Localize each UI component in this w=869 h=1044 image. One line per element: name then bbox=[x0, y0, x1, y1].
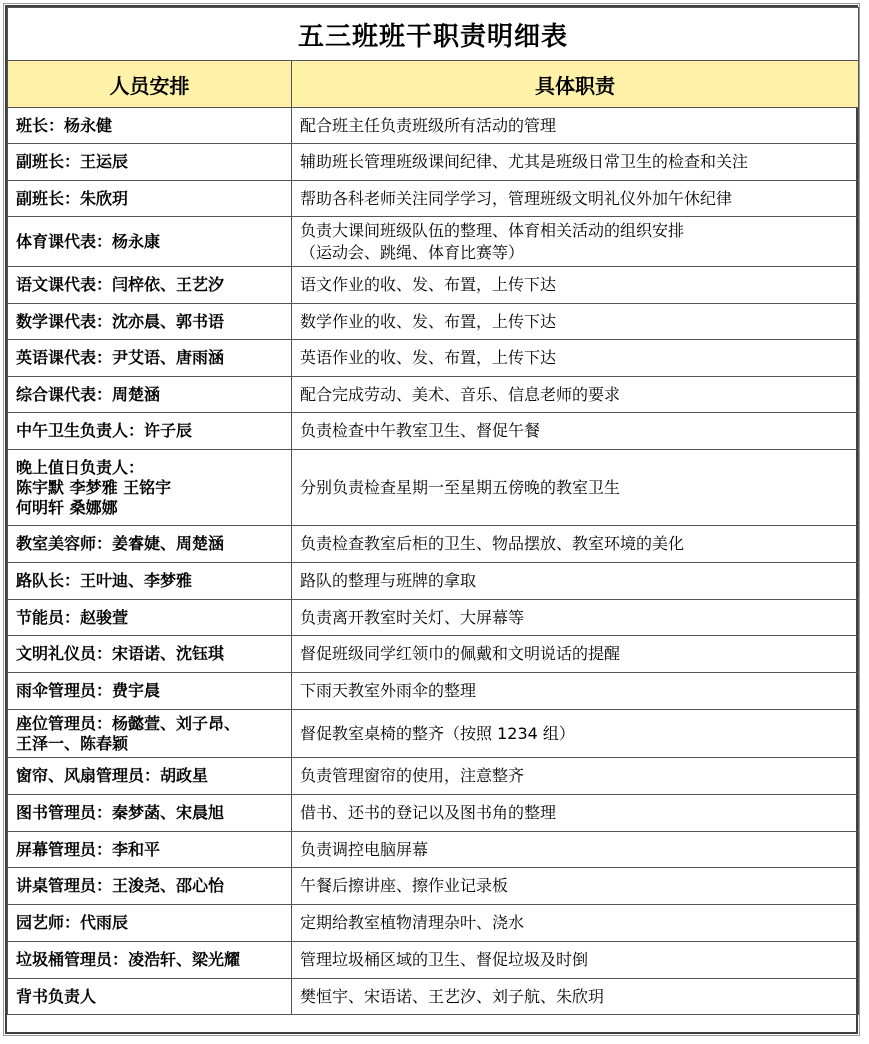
table-row bbox=[8, 144, 859, 181]
duty-text: 管理垃圾桶区域的卫生、督促垃圾及时倒 bbox=[300, 950, 589, 969]
person-cell bbox=[8, 413, 292, 450]
duty-cell bbox=[292, 181, 859, 217]
table-row bbox=[8, 600, 859, 636]
duty-cell bbox=[292, 832, 859, 868]
duty-text: 午餐后擦讲座、擦作业记录板 bbox=[300, 876, 509, 895]
person-cell bbox=[8, 979, 292, 1015]
table-row bbox=[8, 181, 859, 217]
header-row bbox=[8, 61, 859, 108]
person-cell bbox=[8, 217, 292, 267]
person-text: 何明轩 桑娜娜 bbox=[16, 497, 118, 517]
duty-cell bbox=[292, 795, 859, 832]
person-cell bbox=[8, 600, 292, 636]
duty-text: 下雨天教室外雨伞的整理 bbox=[300, 681, 477, 700]
person-cell bbox=[8, 795, 292, 832]
table-row bbox=[8, 304, 859, 340]
duty-text: 负责管理窗帘的使用，注意整齐 bbox=[300, 766, 525, 785]
duty-text: 负责大课间班级队伍的整理、体育相关活动的组织安排 bbox=[300, 220, 685, 240]
person-cell bbox=[8, 144, 292, 181]
person-cell bbox=[8, 304, 292, 340]
duty-cell bbox=[292, 413, 859, 450]
duty-cell bbox=[292, 526, 859, 563]
person-text: 副班长：王运辰 bbox=[16, 152, 129, 171]
person-cell bbox=[8, 758, 292, 795]
table-row bbox=[8, 905, 859, 942]
person-text: 王泽一、陈春颖 bbox=[16, 733, 129, 753]
duty-text: 分别负责检查星期一至星期五傍晚的教室卫生 bbox=[300, 477, 621, 497]
duty-cell bbox=[292, 304, 859, 340]
table-body bbox=[8, 108, 859, 1015]
person-cell bbox=[8, 267, 292, 304]
person-cell bbox=[8, 942, 292, 979]
duty-cell bbox=[292, 636, 859, 673]
person-cell bbox=[8, 450, 292, 526]
person-cell bbox=[8, 868, 292, 905]
person-text: 背书负责人 bbox=[16, 986, 97, 1006]
duty-cell bbox=[292, 979, 859, 1015]
duty-text: 樊恒宇、宋语诺、王艺汐、刘子航、朱欣玥 bbox=[300, 986, 605, 1006]
duty-cell bbox=[292, 563, 859, 600]
person-cell bbox=[8, 673, 292, 710]
person-text: 综合课代表：周楚涵 bbox=[16, 384, 161, 404]
table-row bbox=[8, 832, 859, 868]
duty-cell bbox=[292, 673, 859, 710]
person-text: 讲桌管理员：王浚尧、邵心怡 bbox=[16, 876, 225, 895]
duty-text: 路队的整理与班牌的拿取 bbox=[300, 571, 477, 590]
person-text: 班长：杨永健 bbox=[16, 115, 113, 135]
table-row bbox=[8, 340, 859, 377]
table-row bbox=[8, 450, 859, 526]
person-cell bbox=[8, 905, 292, 942]
person-text: 路队长：王叶迪、李梦雅 bbox=[16, 571, 193, 590]
duty-text: 配合完成劳动、美术、音乐、信息老师的要求 bbox=[300, 384, 621, 404]
duty-cell bbox=[292, 108, 859, 144]
duty-text: 辅助班长管理班级课间纪律、尤其是班级日常卫生的检查和关注 bbox=[300, 152, 749, 171]
table-row bbox=[8, 217, 859, 267]
duty-cell bbox=[292, 758, 859, 795]
table-row bbox=[8, 710, 859, 758]
table-row bbox=[8, 108, 859, 144]
person-cell bbox=[8, 377, 292, 413]
duty-text: 帮助各科老师关注同学学习，管理班级文明礼仪外加午休纪律 bbox=[300, 188, 733, 208]
duty-text: 数学作业的收、发、布置，上传下达 bbox=[300, 311, 557, 331]
person-text: 教室美容师：姜睿婕、周楚涵 bbox=[16, 534, 225, 553]
duty-text: 负责调控电脑屏幕 bbox=[300, 839, 429, 859]
duty-text: 负责离开教室时关灯、大屏幕等 bbox=[300, 607, 525, 627]
person-cell bbox=[8, 108, 292, 144]
duty-cell bbox=[292, 905, 859, 942]
person-cell bbox=[8, 526, 292, 563]
table-row bbox=[8, 868, 859, 905]
header-duty: 具体职责 bbox=[292, 61, 859, 108]
duty-cell bbox=[292, 217, 859, 267]
person-text: 中午卫生负责人：许子辰 bbox=[16, 421, 193, 440]
person-text: 数学课代表：沈亦晨、郭书语 bbox=[16, 311, 225, 331]
person-text: 体育课代表：杨永康 bbox=[16, 231, 161, 251]
person-text: 节能员：赵骏萱 bbox=[16, 607, 129, 627]
duty-text: 负责检查教室后柜的卫生、物品摆放、教室环境的美化 bbox=[300, 534, 685, 553]
duty-cell bbox=[292, 868, 859, 905]
duty-cell bbox=[292, 942, 859, 979]
table-row bbox=[8, 377, 859, 413]
duty-text: （运动会、跳绳、体育比赛等） bbox=[300, 242, 525, 262]
duty-text: 督促教室桌椅的整齐（按照 1234 组） bbox=[300, 723, 575, 743]
table-row bbox=[8, 673, 859, 710]
person-text: 陈宇默 李梦雅 王铭宇 bbox=[16, 477, 172, 497]
person-text: 屏幕管理员：李和平 bbox=[16, 839, 161, 859]
duty-cell bbox=[292, 450, 859, 526]
header-person: 人员安排 bbox=[8, 61, 292, 108]
person-text: 园艺师：代雨辰 bbox=[16, 913, 129, 932]
person-cell bbox=[8, 563, 292, 600]
duty-text: 配合班主任负责班级所有活动的管理 bbox=[300, 115, 557, 135]
table-row bbox=[8, 413, 859, 450]
person-text: 座位管理员：杨懿萱、刘子昂、 bbox=[16, 713, 241, 733]
person-cell bbox=[8, 636, 292, 673]
person-text: 副班长：朱欣玥 bbox=[16, 188, 129, 208]
title-row bbox=[8, 8, 859, 61]
table-title: 五三班班干职责明细表 bbox=[8, 8, 859, 61]
duty-text: 督促班级同学红领巾的佩戴和文明说话的提醒 bbox=[300, 644, 621, 663]
duty-cell bbox=[292, 710, 859, 758]
table-row bbox=[8, 758, 859, 795]
person-cell bbox=[8, 340, 292, 377]
table-row bbox=[8, 795, 859, 832]
duty-text: 语文作业的收、发、布置，上传下达 bbox=[300, 275, 557, 294]
table-row bbox=[8, 636, 859, 673]
duty-cell bbox=[292, 340, 859, 377]
duty-cell bbox=[292, 144, 859, 181]
duty-text: 定期给教室植物清理杂叶、浇水 bbox=[300, 913, 525, 932]
duty-text: 借书、还书的登记以及图书角的整理 bbox=[300, 803, 557, 822]
duty-text: 英语作业的收、发、布置，上传下达 bbox=[300, 348, 557, 367]
table-row bbox=[8, 563, 859, 600]
table-row bbox=[8, 979, 859, 1015]
duty-text: 负责检查中午教室卫生、督促午餐 bbox=[300, 421, 541, 440]
person-text: 图书管理员：秦梦菡、宋晨旭 bbox=[16, 803, 225, 822]
duty-cell bbox=[292, 267, 859, 304]
duty-table bbox=[7, 7, 859, 1015]
duty-cell bbox=[292, 600, 859, 636]
person-text: 雨伞管理员：费宇晨 bbox=[16, 681, 161, 700]
person-cell bbox=[8, 710, 292, 758]
person-text: 英语课代表：尹艾语、唐雨涵 bbox=[16, 348, 225, 367]
table-row bbox=[8, 267, 859, 304]
table-row bbox=[8, 942, 859, 979]
table-row bbox=[8, 526, 859, 563]
person-text: 语文课代表：闫梓依、王艺汐 bbox=[16, 275, 225, 294]
person-text: 垃圾桶管理员：凌浩轩、梁光耀 bbox=[16, 950, 241, 969]
duty-cell bbox=[292, 377, 859, 413]
person-text: 文明礼仪员：宋语诺、沈钰琪 bbox=[16, 644, 225, 663]
person-text: 晚上值日负责人： bbox=[16, 457, 145, 477]
person-cell bbox=[8, 181, 292, 217]
person-cell bbox=[8, 832, 292, 868]
person-text: 窗帘、风扇管理员：胡政星 bbox=[16, 766, 209, 785]
